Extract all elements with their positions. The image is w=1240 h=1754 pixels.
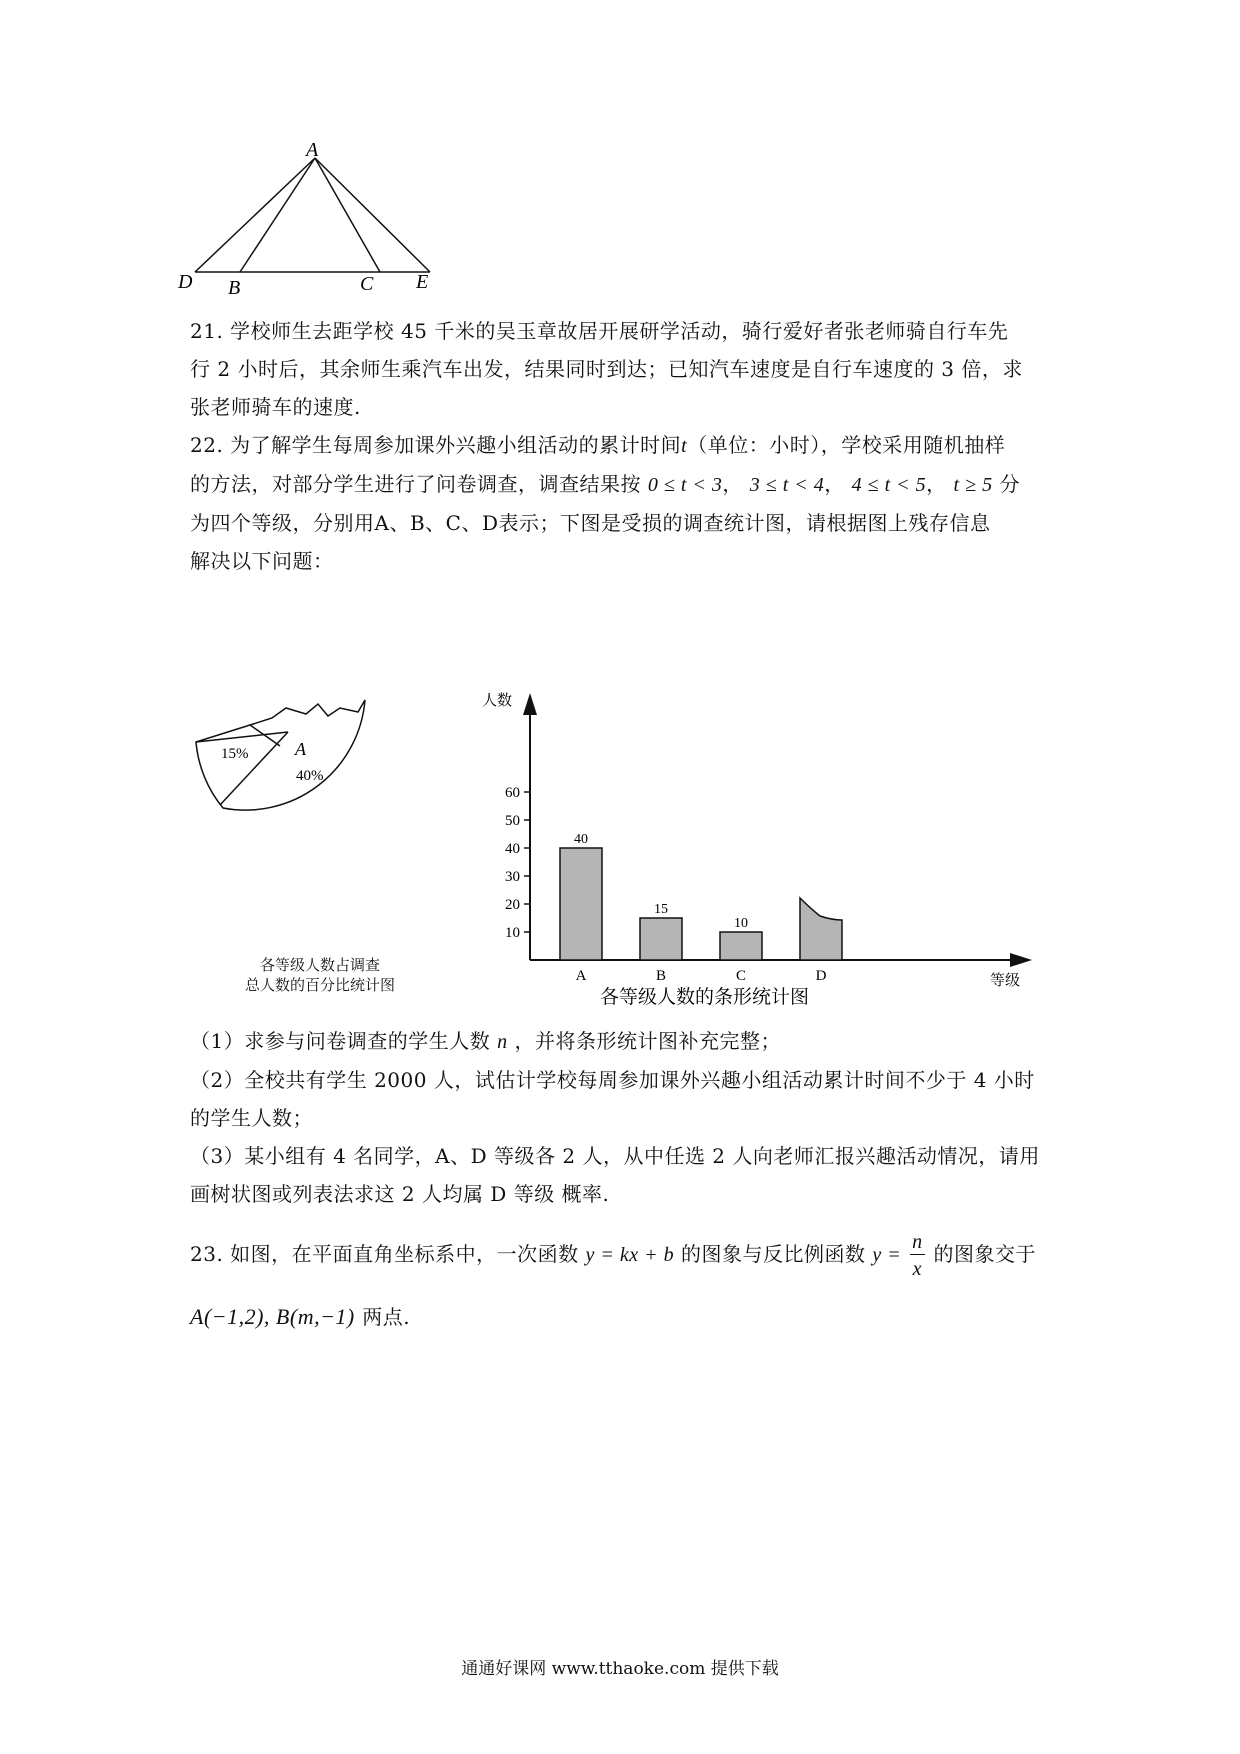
- bar-d: [800, 898, 842, 960]
- y-tick-label: 50: [505, 813, 520, 829]
- y-tick-label: 20: [505, 897, 520, 913]
- bar-b: [640, 918, 682, 960]
- y-tick-label: 30: [505, 869, 520, 885]
- bar-value-label: 40: [574, 832, 588, 847]
- y-axis-label: 人数: [482, 691, 513, 709]
- q21-line3: 张老师骑车的速度.: [190, 395, 361, 419]
- vertex-label-c: C: [360, 273, 374, 295]
- triangle-figure: [178, 139, 470, 300]
- bar-value-label: 10: [734, 916, 748, 931]
- pie-label-40: 40%: [296, 768, 324, 784]
- vertex-label-d: D: [178, 271, 193, 293]
- footer-source: 通通好课网 www.tthaoke.com 提供下载: [461, 1659, 779, 1679]
- range-1: 3 ≤ t < 4: [749, 474, 825, 496]
- range-0: 0 ≤ t < 3: [647, 474, 723, 496]
- bar-chart: [460, 685, 1050, 1015]
- q22-line2: 的方法，对部分学生进行了问卷调查，调查结果按 0 ≤ t < 3， 3 ≤ t < 4， 4 ≤ t < 5， t ≥ 5 分: [190, 472, 1020, 496]
- q22-line1: 22. 为了解学生每周参加课外兴趣小组活动的累计时间t（单位：小时），学校采用随机抽样: [190, 433, 1006, 457]
- x-axis-arrow: [1010, 953, 1032, 967]
- q21-line1: 21. 学校师生去距学校 45 千米的吴玉章故居开展研学活动，骑行爱好者张老师骑自行车先: [190, 319, 1009, 343]
- linear-function: y = kx + b: [585, 1244, 675, 1266]
- q22-line3: 为四个等级，分别用A、B、C、D表示；下图是受损的调查统计图，请根据图上残存信息: [190, 511, 991, 535]
- q23-line1: 23. 如图，在平面直角坐标系中，一次函数 y = kx + b 的图象与反比例函数 y = $\frac{n}{x}$ 的图象交于: [190, 1231, 1036, 1280]
- range-2: 4 ≤ t < 5: [851, 474, 927, 496]
- q23-line2: A(−1,2), B(m,−1) 两点.: [190, 1304, 411, 1329]
- bar-value-label: 15: [654, 902, 668, 917]
- pie-label-15: 15%: [221, 746, 249, 762]
- inverse-function-fraction: $\frac{n}{x}$: [912, 1231, 923, 1280]
- y-axis-arrow: [523, 693, 537, 715]
- question-22: [190, 426, 1060, 580]
- x-tick-label: C: [735, 968, 747, 984]
- y-tick-label: 60: [505, 785, 520, 801]
- vertex-label-e: E: [416, 271, 429, 293]
- bar-c: [720, 932, 762, 960]
- q22-sub1: （1）求参与问卷调查的学生人数 n ，并将条形统计图补充完整；: [190, 1029, 781, 1053]
- q22-line4: 解决以下问题：: [190, 549, 334, 573]
- intersection-points: A(−1,2), B(m,−1): [190, 1304, 355, 1329]
- x-tick-label: D: [815, 968, 827, 984]
- bar-a: [560, 848, 602, 960]
- y-tick-label: 10: [505, 925, 520, 941]
- range-3: t ≥ 5: [953, 474, 993, 496]
- q22-sub3-line1: （3）某小组有 4 名同学，A、D 等级各 2 人，从中任选 2 人向老师汇报兴趣活动情况，请用: [190, 1144, 1040, 1168]
- pie-label-a: A: [295, 739, 306, 759]
- question-22-subquestions: [190, 1022, 1060, 1213]
- chart-title: 各等级人数的条形统计图: [600, 986, 810, 1008]
- damaged-pie-chart: [190, 680, 430, 850]
- vertex-label-a: A: [306, 139, 319, 161]
- q21-line2: 行 2 小时后，其余师生乘汽车出发，结果同时到达；已知汽车速度是自行车速度的 3 倍，求: [190, 357, 1023, 381]
- pie-caption: 各等级人数占调查 总人数的百分比统计图: [244, 956, 395, 994]
- question-21: [190, 312, 1060, 426]
- q22-sub2-line1: （2）全校共有学生 2000 人，试估计学校每周参加课外兴趣小组活动累计时间不少于 4 小时: [190, 1068, 1035, 1092]
- y-tick-label: 40: [505, 841, 520, 857]
- question-23: [190, 1232, 1060, 1340]
- x-tick-label: B: [655, 968, 667, 984]
- x-axis-label: 等级: [990, 971, 1021, 989]
- x-tick-label: A: [575, 968, 587, 984]
- q22-sub2-line2: 的学生人数；: [190, 1106, 313, 1130]
- vertex-label-b: B: [228, 277, 241, 299]
- q22-sub3-line2: 画树状图或列表法求这 2 人均属 D 等级 概率.: [190, 1182, 610, 1206]
